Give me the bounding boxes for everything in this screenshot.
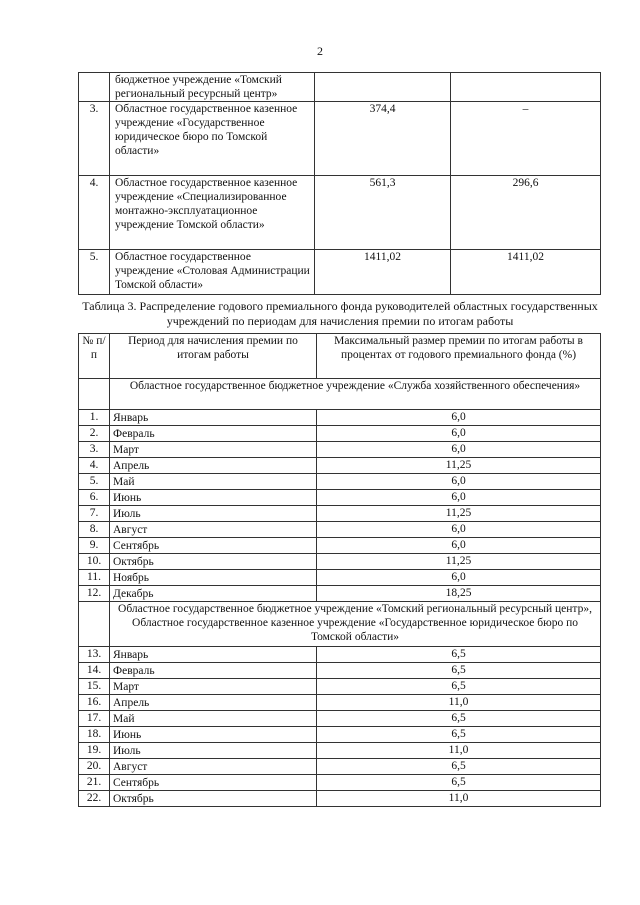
period-cell: Март <box>110 442 317 458</box>
row-number: 3. <box>79 442 110 458</box>
row-number: 7. <box>79 506 110 522</box>
percent-cell: 6,0 <box>317 570 601 586</box>
percent-cell: 6,0 <box>317 490 601 506</box>
table-3-body <box>79 334 601 807</box>
institution-name: Областное государственное казенное учреждение «Специализированное монтажно-эксплуатационное учреждение Томской области» <box>110 176 315 250</box>
row-number: 15. <box>79 679 110 695</box>
percent-cell: 6,0 <box>317 426 601 442</box>
row-number: 6. <box>79 490 110 506</box>
group-empty-cell <box>79 602 110 647</box>
percent-cell: 6,5 <box>317 679 601 695</box>
table-row <box>79 474 601 490</box>
period-cell: Март <box>110 679 317 695</box>
percent-cell: 11,25 <box>317 458 601 474</box>
row-number <box>79 73 110 102</box>
percent-cell: 6,5 <box>317 727 601 743</box>
table-row <box>79 663 601 679</box>
row-number: 12. <box>79 586 110 602</box>
group-title: Областное государственное бюджетное учреждение «Томский региональный ресурсный центр», Областное государственное казенное учреждение «Государственное юридическое бюро по Томской области» <box>110 602 601 647</box>
row-number: 4. <box>79 176 110 250</box>
table-row <box>79 743 601 759</box>
table-1-row <box>79 73 601 102</box>
period-cell: Сентябрь <box>110 775 317 791</box>
period-cell: Январь <box>110 410 317 426</box>
period-cell: Август <box>110 759 317 775</box>
row-number: 16. <box>79 695 110 711</box>
table-row <box>79 679 601 695</box>
row-number: 4. <box>79 458 110 474</box>
amount-2: 296,6 <box>451 176 601 250</box>
table-row <box>79 442 601 458</box>
group-title: Областное государственное бюджетное учреждение «Служба хозяйственного обеспечения» <box>110 379 601 410</box>
period-cell: Июль <box>110 506 317 522</box>
period-cell: Январь <box>110 647 317 663</box>
table-1-continuation <box>78 72 601 295</box>
table-row <box>79 570 601 586</box>
row-number: 1. <box>79 410 110 426</box>
percent-cell: 6,5 <box>317 647 601 663</box>
table-row <box>79 458 601 474</box>
period-cell: Июнь <box>110 727 317 743</box>
percent-cell: 6,5 <box>317 711 601 727</box>
row-number: 19. <box>79 743 110 759</box>
amount-2: – <box>451 102 601 176</box>
period-cell: Июль <box>110 743 317 759</box>
percent-cell: 11,0 <box>317 791 601 807</box>
percent-cell: 6,0 <box>317 538 601 554</box>
percent-cell: 6,5 <box>317 775 601 791</box>
table-row <box>79 506 601 522</box>
row-number: 22. <box>79 791 110 807</box>
header-max-bonus: Максимальный размер премии по итогам работы в процентах от годового премиального фонда (%) <box>317 334 601 379</box>
row-number: 18. <box>79 727 110 743</box>
period-cell: Октябрь <box>110 554 317 570</box>
amount-2: 1411,02 <box>451 250 601 295</box>
table-row <box>79 727 601 743</box>
period-cell: Октябрь <box>110 791 317 807</box>
period-cell: Август <box>110 522 317 538</box>
percent-cell: 11,0 <box>317 743 601 759</box>
table-row <box>79 586 601 602</box>
table-row <box>79 410 601 426</box>
amount-1 <box>315 73 451 102</box>
table-row <box>79 791 601 807</box>
table-row <box>79 647 601 663</box>
percent-cell: 6,5 <box>317 759 601 775</box>
row-number: 3. <box>79 102 110 176</box>
percent-cell: 6,5 <box>317 663 601 679</box>
amount-1: 374,4 <box>315 102 451 176</box>
table-3 <box>78 333 601 807</box>
amount-1: 1411,02 <box>315 250 451 295</box>
table-1-row <box>79 102 601 176</box>
row-number: 14. <box>79 663 110 679</box>
row-number: 17. <box>79 711 110 727</box>
institution-name: бюджетное учреждение «Томский региональный ресурсный центр» <box>110 73 315 102</box>
row-number: 2. <box>79 426 110 442</box>
group-row <box>79 602 601 647</box>
percent-cell: 11,0 <box>317 695 601 711</box>
table-1-row <box>79 176 601 250</box>
table-row <box>79 490 601 506</box>
period-cell: Май <box>110 474 317 490</box>
percent-cell: 6,0 <box>317 474 601 490</box>
period-cell: Апрель <box>110 458 317 474</box>
page-number: 2 <box>317 44 323 58</box>
percent-cell: 6,0 <box>317 442 601 458</box>
percent-cell: 6,0 <box>317 522 601 538</box>
table-row <box>79 775 601 791</box>
row-number: 9. <box>79 538 110 554</box>
row-number: 13. <box>79 647 110 663</box>
row-number: 8. <box>79 522 110 538</box>
row-number: 5. <box>79 474 110 490</box>
period-cell: Ноябрь <box>110 570 317 586</box>
amount-2 <box>451 73 601 102</box>
header-num: № п/п <box>79 334 110 379</box>
period-cell: Февраль <box>110 426 317 442</box>
percent-cell: 6,0 <box>317 410 601 426</box>
table-row <box>79 538 601 554</box>
period-cell: Май <box>110 711 317 727</box>
row-number: 11. <box>79 570 110 586</box>
period-cell: Апрель <box>110 695 317 711</box>
percent-cell: 18,25 <box>317 586 601 602</box>
row-number: 21. <box>79 775 110 791</box>
institution-name: Областное государственное казенное учреждение «Государственное юридическое бюро по Томской области» <box>110 102 315 176</box>
table-row <box>79 695 601 711</box>
table-3-header-row <box>79 334 601 379</box>
period-cell: Декабрь <box>110 586 317 602</box>
table-row <box>79 759 601 775</box>
header-period: Период для начисления премии по итогам работы <box>110 334 317 379</box>
institution-name: Областное государственное учреждение «Столовая Администрации Томской области» <box>110 250 315 295</box>
amount-1: 561,3 <box>315 176 451 250</box>
table-3-caption: Таблица 3. Распределение годового премиального фонда руководителей областных государственных учреждений по периодам для начисления премии по итогам работы <box>82 299 598 328</box>
period-cell: Июнь <box>110 490 317 506</box>
row-number: 20. <box>79 759 110 775</box>
table-row <box>79 711 601 727</box>
row-number: 5. <box>79 250 110 295</box>
group-empty-cell <box>79 379 110 410</box>
table-1-row <box>79 250 601 295</box>
row-number: 10. <box>79 554 110 570</box>
period-cell: Февраль <box>110 663 317 679</box>
table-row <box>79 426 601 442</box>
table-row <box>79 522 601 538</box>
group-row <box>79 379 601 410</box>
period-cell: Сентябрь <box>110 538 317 554</box>
table-1-body <box>79 73 601 295</box>
table-row <box>79 554 601 570</box>
percent-cell: 11,25 <box>317 554 601 570</box>
percent-cell: 11,25 <box>317 506 601 522</box>
